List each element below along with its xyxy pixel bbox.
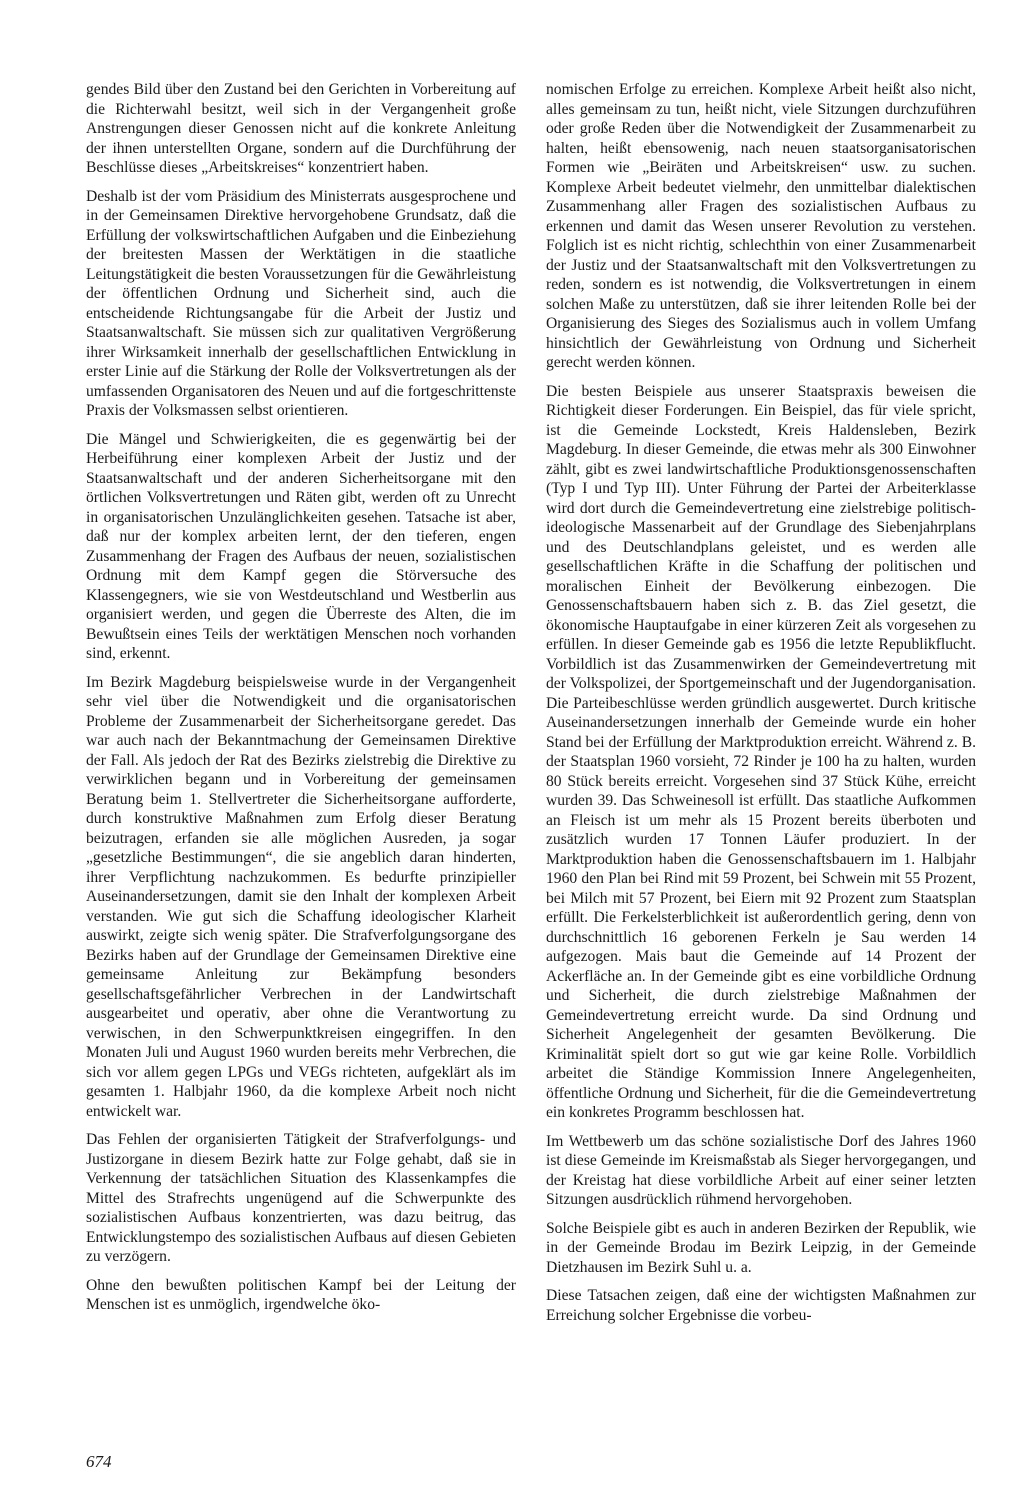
paragraph: gendes Bild über den Zustand bei den Gerichten in Vorbereitung auf die Richterwahl besitzt, weil sich in der Vergangenheit große Anstrengungen dieser Genossen nicht auf die konkrete Anleitung der ihnen unterstellten Organe, sondern auf die Durchführung der Beschlüsse dieses „Arbeitskreises“ konzentriert haben. (86, 81, 516, 176)
paragraph: Im Bezirk Magdeburg beispielsweise wurde in der Vergangenheit sehr viel über die Notwendigkeit und die organisatorischen Probleme der Zusammenarbeit der Sicherheitsorgane geredet. Das war auch nach der Bekanntmachung der Gemeinsamen Direktive der Fall. Als jedoch der Rat des Bezirks zielstrebig die Direktive zu verwirklichen begann und in Vorbereitung der gemeinsamen Beratung beim 1. Stellvertreter die Sicherheitsorgane aufforderte, durch konstruktive Maßnahmen zum Erfolg dieser Beratung beizutragen, erfanden sie alle möglichen Ausreden, ja sogar „gesetzliche Bestimmungen“, die sie angeblich daran hinderten, ihrer Verpflichtung nachzukommen. Es bedurfte prinzipieller Auseinandersetzungen, damit sie den Inhalt der komplexen Arbeit verstanden. Wie gut sich die Schaffung ideologischer Klarheit auswirkt, zeigte sich wenig später. Die Strafverfolgungsorgane des Bezirks haben auf der Grundlage der Gemeinsamen Direktive eine gemeinsame Anleitung zur Bekämpfung besonders gesellschaftsgefährlicher Verbrechen in der Landwirtschaft ausgearbeitet und operativ, aber ohne die Verantwortung zu verwischen, in den Schwerpunktkreisen eingegriffen. In den Monaten Juli und August 1960 wurden bereits mehr Verbrechen, die sich vor allem gegen LPGs und VEGs richteten, aufgeklärt als im gesamten 1. Halbjahr 1960, da die komplexe Arbeit noch nicht entwickelt war. (86, 673, 516, 1120)
paragraph: Ohne den bewußten politischen Kampf bei der Leitung der Menschen ist es unmöglich, irgendwelche öko- (86, 1276, 516, 1313)
paragraph: Im Wettbewerb um das schöne sozialistische Dorf des Jahres 1960 ist diese Gemeinde im Kreismaßstab als Sieger hervorgegangen, und der Kreistag hat diese vorbildliche Arbeit auf einer seiner letzten Sitzungen ausdrücklich rühmend hervorgehoben. (546, 1132, 976, 1208)
page-number: 674 (86, 1452, 112, 1471)
paragraph: Das Fehlen der organisierten Tätigkeit der Strafverfolgungs- und Justizorgane in diesem Bezirk hatte zur Folge gehabt, daß sie in Verkennung der tatsächlichen Situation des Klassenkampfes die Mittel des Strafrechts ungenügend auf die Schwerpunkte des sozialistischen Aufbaus konzentrierten, was dazu beitrug, das Entwicklungstempo des sozialistischen Aufbaus auf diesen Gebieten zu verzögern. (86, 1131, 516, 1265)
left-column (86, 80, 516, 1324)
paragraph: Die Mängel und Schwierigkeiten, die es gegenwärtig bei der Herbeiführung einer komplexen Arbeit der Justiz und der Staatsanwaltschaft und der anderen Sicherheitsorgane mit den örtlichen Volksvertretungen und Räten gibt, werden oft zu Unrecht in organisatorischen Unzulänglichkeiten gesehen. Tatsache ist aber, daß nur der komplex arbeiten lernt, der den tieferen, engen Zusammenhang der Fragen des Aufbaus der neuen, sozialistischen Ordnung mit dem Kampf gegen die Störversuche des Klassengegners, wie sie von Westdeutschland und Westberlin aus organisiert werden, und gegen die Überreste des Alten, die im Bewußtsein eines Teils der werktätigen Menschen noch vorhanden sind, erkennt. (86, 430, 516, 662)
paragraph: Solche Beispiele gibt es auch in anderen Bezirken der Republik, wie in der Gemeinde Brodau im Bezirk Leipzig, in der Gemeinde Dietzhausen im Bezirk Suhl u. a. (546, 1219, 976, 1276)
paragraph: Diese Tatsachen zeigen, daß eine der wichtigsten Maßnahmen zur Erreichung solcher Ergebnisse die vorbeu- (546, 1287, 976, 1324)
paragraph: Die besten Beispiele aus unserer Staatspraxis beweisen die Richtigkeit dieser Forderungen. Ein Beispiel, das für viele spricht, ist die Gemeinde Lockstedt, Kreis Haldensleben, Bezirk Magdeburg. In dieser Gemeinde, die etwas mehr als 300 Einwohner zählt, gibt es zwei landwirtschaftliche Produktionsgenossenschaften (Typ I und Typ III). Unter Führung der Partei der Arbeiterklasse wird dort durch die Gemeindevertretung eine zielstrebige politisch-ideologische Massenarbeit auf der Grundlage des Siebenjahrplans und des Deutschlandplans geleistet, und es werden alle gesellschaftlichen Kräfte in die Schaffung der politischen und moralischen Einheit der Bevölkerung einbezogen. Die Genossenschaftsbauern haben sich z. B. das Ziel gesetzt, die ökonomische Hauptaufgabe in einer kürzeren Zeit als vorgesehen zu erfüllen. In dieser Gemeinde gab es 1956 die letzte Republikflucht. Vorbildlich ist das Zusammenwirken der Gemeindevertretung mit der Volkspolizei, der Sportgemeinschaft und der Jugendorganisation. Die Parteibeschlüsse werden gründlich ausgewertet. Durch kritische Auseinandersetzungen innerhalb der Gemeinde wurde ein hoher Stand bei der Erfüllung der Marktproduktion erreicht. Während z. B. der Staatsplan 1960 vorsieht, 72 Rinder je 100 ha zu halten, wurden 80 Stück bereits erreicht. Vorgesehen sind 37 Stück Kühe, erreicht wurden 39. Das Schweinesoll ist erfüllt. Das staatliche Aufkommen an Fleisch ist um mehr als 15 Prozent bereits überboten und zusätzlich wurden 17 Tonnen Läufer produziert. In der Marktproduktion haben die Genossenschaftsbauern im 1. Halbjahr 1960 den Plan bei Rind mit 59 Prozent, bei Schwein mit 55 Prozent, bei Milch mit 57 Prozent, bei Eiern mit 92 Prozent zum Staatsplan erfüllt. Die Ferkelsterblichkeit ist außerordentlich gering, denn von durchschnittlich 16 geborenen Ferkeln je Sau werden 14 aufgezogen. Mais baut die Gemeinde auf 14 Prozent der Ackerfläche an. In der Gemeinde gibt es eine vorbildliche Ordnung und Sicherheit, die durch zielstrebige Maßnahmen der Gemeindevertretung erreicht wurde. Da sind Ordnung und Sicherheit Angelegenheit der gesamten Bevölkerung. Die Kriminalität spielt dort so gut wie gar keine Rolle. Vorbildlich arbeitet die Ständige Kommission Innere Angelegenheiten, öffentliche Ordnung und Sicherheit, für die die Gemeindevertretung ein konkretes Programm beschlossen hat. (546, 382, 976, 1121)
paragraph: Deshalb ist der vom Präsidium des Ministerrats ausgesprochene und in der Gemeinsamen Direktive hervorgehobene Grundsatz, daß die Erfüllung der volkswirtschaftlichen Aufgaben und die Einbeziehung der breitesten Massen der Werktätigen in die staatliche Leitungstätigkeit die besten Voraussetzungen für die Gewährleistung der öffentlichen Ordnung und Sicherheit sind, auch die entscheidende Richtungsangabe für die Arbeit der Justiz und Staatsanwaltschaft. Sie müssen sich zur qualitativen Vergrößerung ihrer Wirksamkeit innerhalb der gesellschaftlichen Entwicklung in erster Linie auf die Stärkung der Rolle der Volksvertretungen als der umfassenden Organisatoren des Neuen und auf die fortgeschrittenste Praxis der Volksmassen selbst orientieren. (86, 187, 516, 419)
paragraph: nomischen Erfolge zu erreichen. Komplexe Arbeit heißt also nicht, alles gemeinsam zu tun, heißt nicht, viele Sitzungen durchzuführen oder große Reden über die Notwendigkeit der Zusammenarbeit zu halten, heißt ebensowenig, nach neuen staatsorganisatorischen Formen wie „Beiräten und Arbeitskreisen“ usw. zu suchen. Komplexe Arbeit bedeutet vielmehr, den unmittelbar dialektischen Zusammenhang aller Fragen des sozialistischen Aufbaus zu erkennen und damit das Wesen unserer Revolution zu verstehen. Folglich ist es nicht richtig, schlechthin von einer Zusammenarbeit der Justiz und der Staatsanwaltschaft mit den Volksvertretungen zu reden, sondern es ist notwendig, die Volksvertretungen in einem solchen Maße zu unterstützen, daß sie ihrer leitenden Rolle bei der Organisierung des Sieges des Sozialismus auch in vollem Umfang hinsichtlich der Gewährleistung von Ordnung und Sicherheit gerecht werden können. (546, 81, 976, 371)
right-column (546, 80, 976, 1334)
document-page (86, 80, 976, 1450)
